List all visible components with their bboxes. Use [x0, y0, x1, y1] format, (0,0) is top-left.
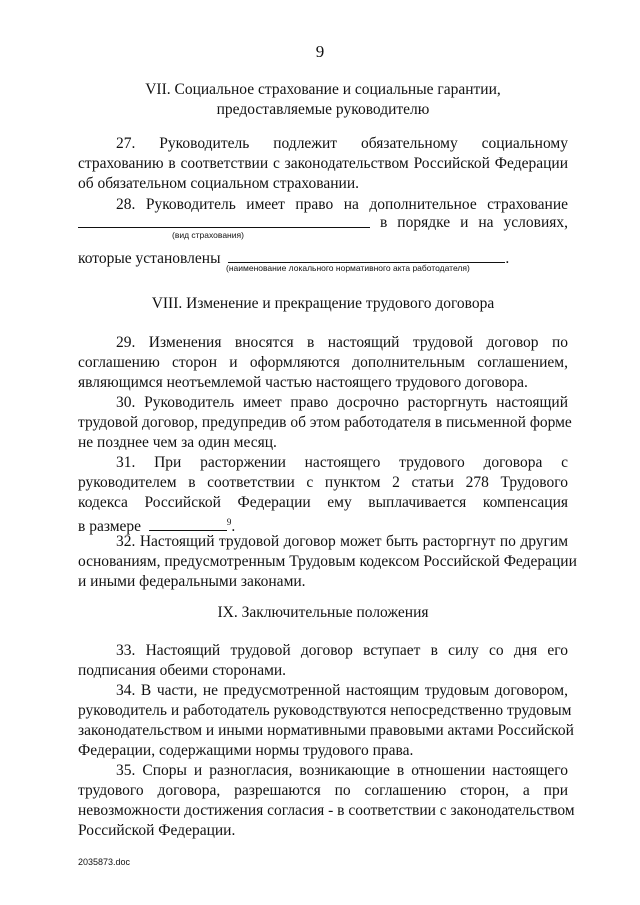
- paragraph-34-line: 34. В части, не предусмотренной настоящим трудовым договором,: [116, 682, 568, 699]
- paragraph-31-line: кодекса Российской Федерации ему выплачивается компенсация: [78, 494, 568, 511]
- paragraph-28-line-3-text: которые установлены: [78, 250, 221, 267]
- paragraph-33-line: подписания обеими сторонами.: [78, 662, 287, 679]
- footnote-marker: 9: [226, 517, 232, 527]
- paragraph-35-line: 35. Споры и разногласия, возникающие в отношении настоящего: [116, 762, 568, 779]
- paragraph-28-line-2-text: в порядке и на условиях,: [380, 214, 568, 231]
- paragraph-28-period: .: [505, 250, 510, 267]
- paragraph-29-line: являющимся неотъемлемой частью настоящего трудового договора.: [78, 374, 528, 391]
- paragraph-35-line: невозможности достижения согласия - в соответствии с законодательством: [78, 802, 575, 819]
- paragraph-34-line: руководитель и работодатель руководствуются непосредственно трудовым: [78, 702, 572, 719]
- paragraph-33-line: 33. Настоящий трудовой договор вступает в силу со дня его: [116, 642, 568, 659]
- paragraph-30-line: трудовой договор, предупредив об этом работодателя в письменной форме: [78, 414, 572, 431]
- paragraph-30-line: не позднее чем за один месяц.: [78, 434, 277, 451]
- paragraph-32-line: и иными федеральными законами.: [78, 573, 306, 590]
- paragraph-30-line: 30. Руководитель имеет право досрочно расторгнуть настоящий: [116, 394, 568, 411]
- paragraph-31-period: .: [231, 518, 236, 536]
- insurance-type-blank: [78, 213, 370, 228]
- paragraph-35-line: трудового договора, разрешаются по соглашению сторон, а при: [78, 782, 568, 799]
- section-7-title-line-2: предоставляемые руководителю: [216, 101, 430, 118]
- insurance-type-caption: (вид страхования): [172, 230, 244, 240]
- paragraph-27-line: об обязательном социальном страховании.: [78, 175, 359, 192]
- section-8-title: VIII. Изменение и прекращение трудового договора: [151, 295, 495, 312]
- paragraph-34-line: законодательством и иными нормативными правовыми актами Российской: [78, 722, 574, 739]
- local-act-caption: (наименование локального нормативного акта работодателя): [226, 263, 470, 273]
- paragraph-35-line: Российской Федерации.: [78, 822, 236, 839]
- document-filename: 2035873.doc: [78, 857, 131, 867]
- paragraph-32-line: 32. Настоящий трудовой договор может быть расторгнут по другим: [116, 533, 568, 550]
- compensation-amount-blank: [149, 516, 227, 531]
- section-7-title-line-1: VII. Социальное страхование и социальные гарантии,: [145, 81, 501, 98]
- paragraph-34-line: Федерации, содержащими нормы трудового права.: [78, 742, 414, 759]
- paragraph-28-line: 28. Руководитель имеет право на дополнительное страхование: [116, 196, 568, 213]
- paragraph-27-line: 27. Руководитель подлежит обязательному социальному: [116, 135, 568, 152]
- paragraph-27-line: страхованию в соответствии с законодательством Российской Федерации: [78, 155, 568, 172]
- paragraph-29-line: 29. Изменения вносятся в настоящий трудовой договор по: [116, 334, 568, 351]
- page-number: 9: [315, 42, 325, 61]
- local-act-blank: [228, 248, 505, 263]
- paragraph-31-line: 31. При расторжении настоящего трудового договора с: [116, 454, 568, 471]
- section-9-title: IX. Заключительные положения: [217, 604, 429, 621]
- paragraph-28-line-2: [78, 213, 568, 234]
- paragraph-31-line: руководителем в соответствии с пунктом 2 статьи 278 Трудового: [78, 474, 568, 491]
- paragraph-29-line: соглашению сторон и оформляются дополнительным соглашением,: [78, 354, 568, 371]
- paragraph-32-line: основаниям, предусмотренным Трудовым кодексом Российской Федерации: [78, 553, 577, 570]
- paragraph-31-last-text: в размере: [78, 518, 142, 536]
